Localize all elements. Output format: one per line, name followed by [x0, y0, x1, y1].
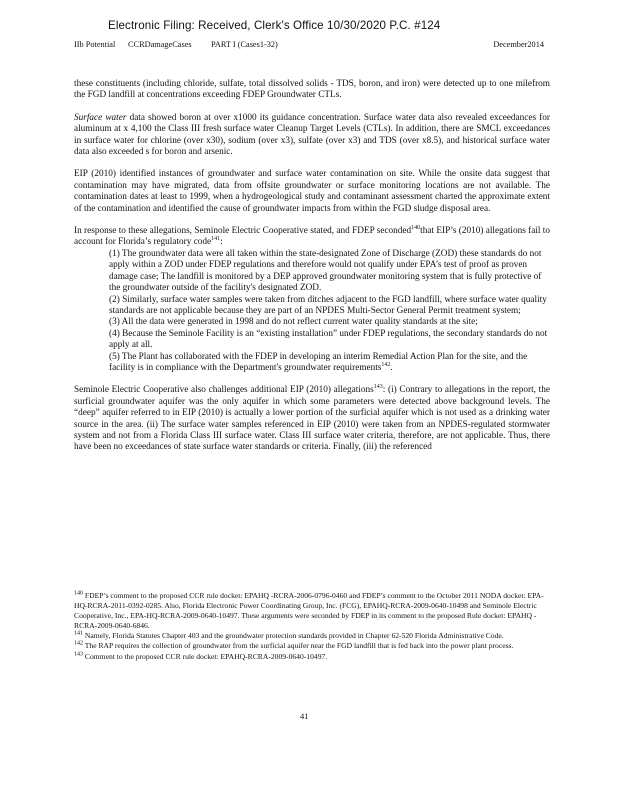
paragraph: [74, 385, 550, 453]
list-item: (1) The groundwater data were all taken within the state-designated Zone of Discharge (ZOD) these standards do not apply within a ZOD under FDEP regulations and therefore would not qualify under EPA’s test of proof as proven damage case; The landfill is monitored by a DEP approved groundwater monitoring system that is fully protective of the groundwater outside of the facility's designated ZOD.: [109, 248, 542, 294]
list-item: [109, 352, 550, 375]
footnote-number: 141: [74, 630, 83, 637]
list-item-text: (5) The Plant has collaborated with the FDEP in developing an interim Remedial Action Plan for the site, and the facility is in compliance with the Department's groundwater requirements: [109, 351, 528, 373]
paragraph-text: :: [220, 237, 223, 248]
footnote-ref[interactable]: 140: [411, 224, 421, 231]
filing-stamp: Electronic Filing: Received, Clerk's Office 10/30/2020 P.C. #124: [108, 19, 441, 32]
footnote-number: 142: [74, 640, 83, 647]
paragraph-text: Seminole Electric Cooperative also challenges additional EIP (2010) allegations: [74, 385, 374, 396]
paragraph: these constituents (including chloride, sulfate, total dissolved solids - TDS, boron, and iron) were detected up to one milefrom the FGD landfill at concentrations exceeding FDEP Groundwater CTLs.: [74, 79, 550, 101]
list-item: (4) Because the Seminole Facility is an “existing installation” under FDEP regulations, the secondary standards do not apply at all.: [109, 328, 548, 351]
paragraph: EIP (2010) identified instances of groundwater and surface water contamination on site. While the onsite data suggest that contamination may have migrated, data from offsite groundwater or surface monitoring locations are not available. The contamination dates at least to 1999, when a hydrogeological study and contaminant assessment charted the approximate extent of the contamination and identified the cause of groundwater impacts from within the FGD sludge disposal area.: [74, 169, 550, 214]
header-part: PART I (Cases1-32): [211, 40, 278, 49]
footnote: [74, 641, 544, 651]
footnote-number: 140: [74, 590, 83, 597]
footnote-number: 143: [74, 651, 83, 658]
header-document: CCRDamageCases: [128, 40, 192, 49]
footnote-ref[interactable]: 141: [211, 236, 221, 243]
footnotes: [74, 591, 544, 662]
body-text: [74, 79, 550, 454]
footnote-ref[interactable]: 143: [373, 384, 383, 391]
paragraph-text: In response to these allegations, Seminole Electric Cooperative stated, and FDEP seconded: [74, 226, 412, 237]
list-item: (3) All the data were generated in 1998 and do not reflect current water quality standards at the site;: [109, 317, 478, 328]
emphasis: Surface water: [74, 112, 127, 123]
page-number: 41: [300, 711, 309, 721]
list-item: (2) Similarly, surface water samples were taken from ditches adjacent to the FGD landfill, where surface water quality standards are not applicable because they are part of an NPDES Multi-Sector General Permit treatment system;: [109, 294, 547, 316]
footnote-text: Comment to the proposed CCR rule docket: EPAHQ-RCRA-2009-0640-10497.: [83, 651, 328, 661]
footnote-ref[interactable]: 142: [381, 361, 391, 368]
footnote-text: FDEP’s comment to the proposed CCR rule docket: EPAHQ -RCRA-2006-0796-0460 and FDEP’s comment to the October 2011 NODA docket: EPA-HQ-RCRA-2011-0392-0285. Also, Florida Electronic Power Coordinating Group, Inc. (FCG), EPAHQ-RCRA-2009-0640-10498 and Seminole Electric Cooperative, Inc., EPA-HQ-RCRA-2009-0640-10497. These arguments were seconded by FDEP in its comment to the proposed Rule docket: EPAHQ -RCRA-2009-0640-6846.: [74, 591, 544, 631]
paragraph: [74, 226, 550, 249]
footnote: [74, 631, 544, 641]
footnote: [74, 591, 544, 631]
header-series: IIb Potential: [74, 40, 116, 49]
footnote: [74, 652, 544, 662]
paragraph-text: that EIP’s (2010) allegations fail to account for Florida’s regulatory code: [74, 226, 551, 248]
paragraph: [74, 113, 550, 159]
header-date: December2014: [493, 40, 544, 49]
allegation-list: [109, 249, 550, 374]
footnote-text: The RAP requires the collection of groundwater from the surficial aquifer near the FGD landfill that is fed back into the power plant process.: [83, 641, 514, 651]
paragraph-text: : (i) Contrary to allegations in the report, the surficial groundwater aquifer was the only aquifer in which some parameters were detected above background levels. The “deep” aquifer referred to in EIP (2010) is actually a lower portion of the surficial aquifer which is not used as a drinking water source in the area. (ii) The surface water samples referenced in EIP (2010) were taken from an NPDES-regulated stormwater system and not from a Florida Class III surface water. Class III surface water criteria, therefore, are not applicable. Thus, there have been no exceedances of state surface water standards or criteria. Finally, (iii) the referenced: [74, 385, 550, 453]
paragraph-text: data showed boron at over x1000 its guidance concentration. Surface water data also revealed exceedances for aluminum at x 4,100 the Class III fresh surface water Cleanup Target Levels (CTLs). In addition, there are SMCL exceedances in surface water for chlorine (over x30), sodium (over x3), sulfate (over x3) and TDS (over x8.5), and historical surface water data also exceeded s for boron and arsenic.: [74, 112, 550, 158]
footnote-text: Namely, Florida Statutes Chapter 403 and the groundwater protection standards provided in Chapter 62-520 Florida Administrative Code.: [83, 631, 504, 641]
list-item-text: .: [390, 362, 393, 373]
